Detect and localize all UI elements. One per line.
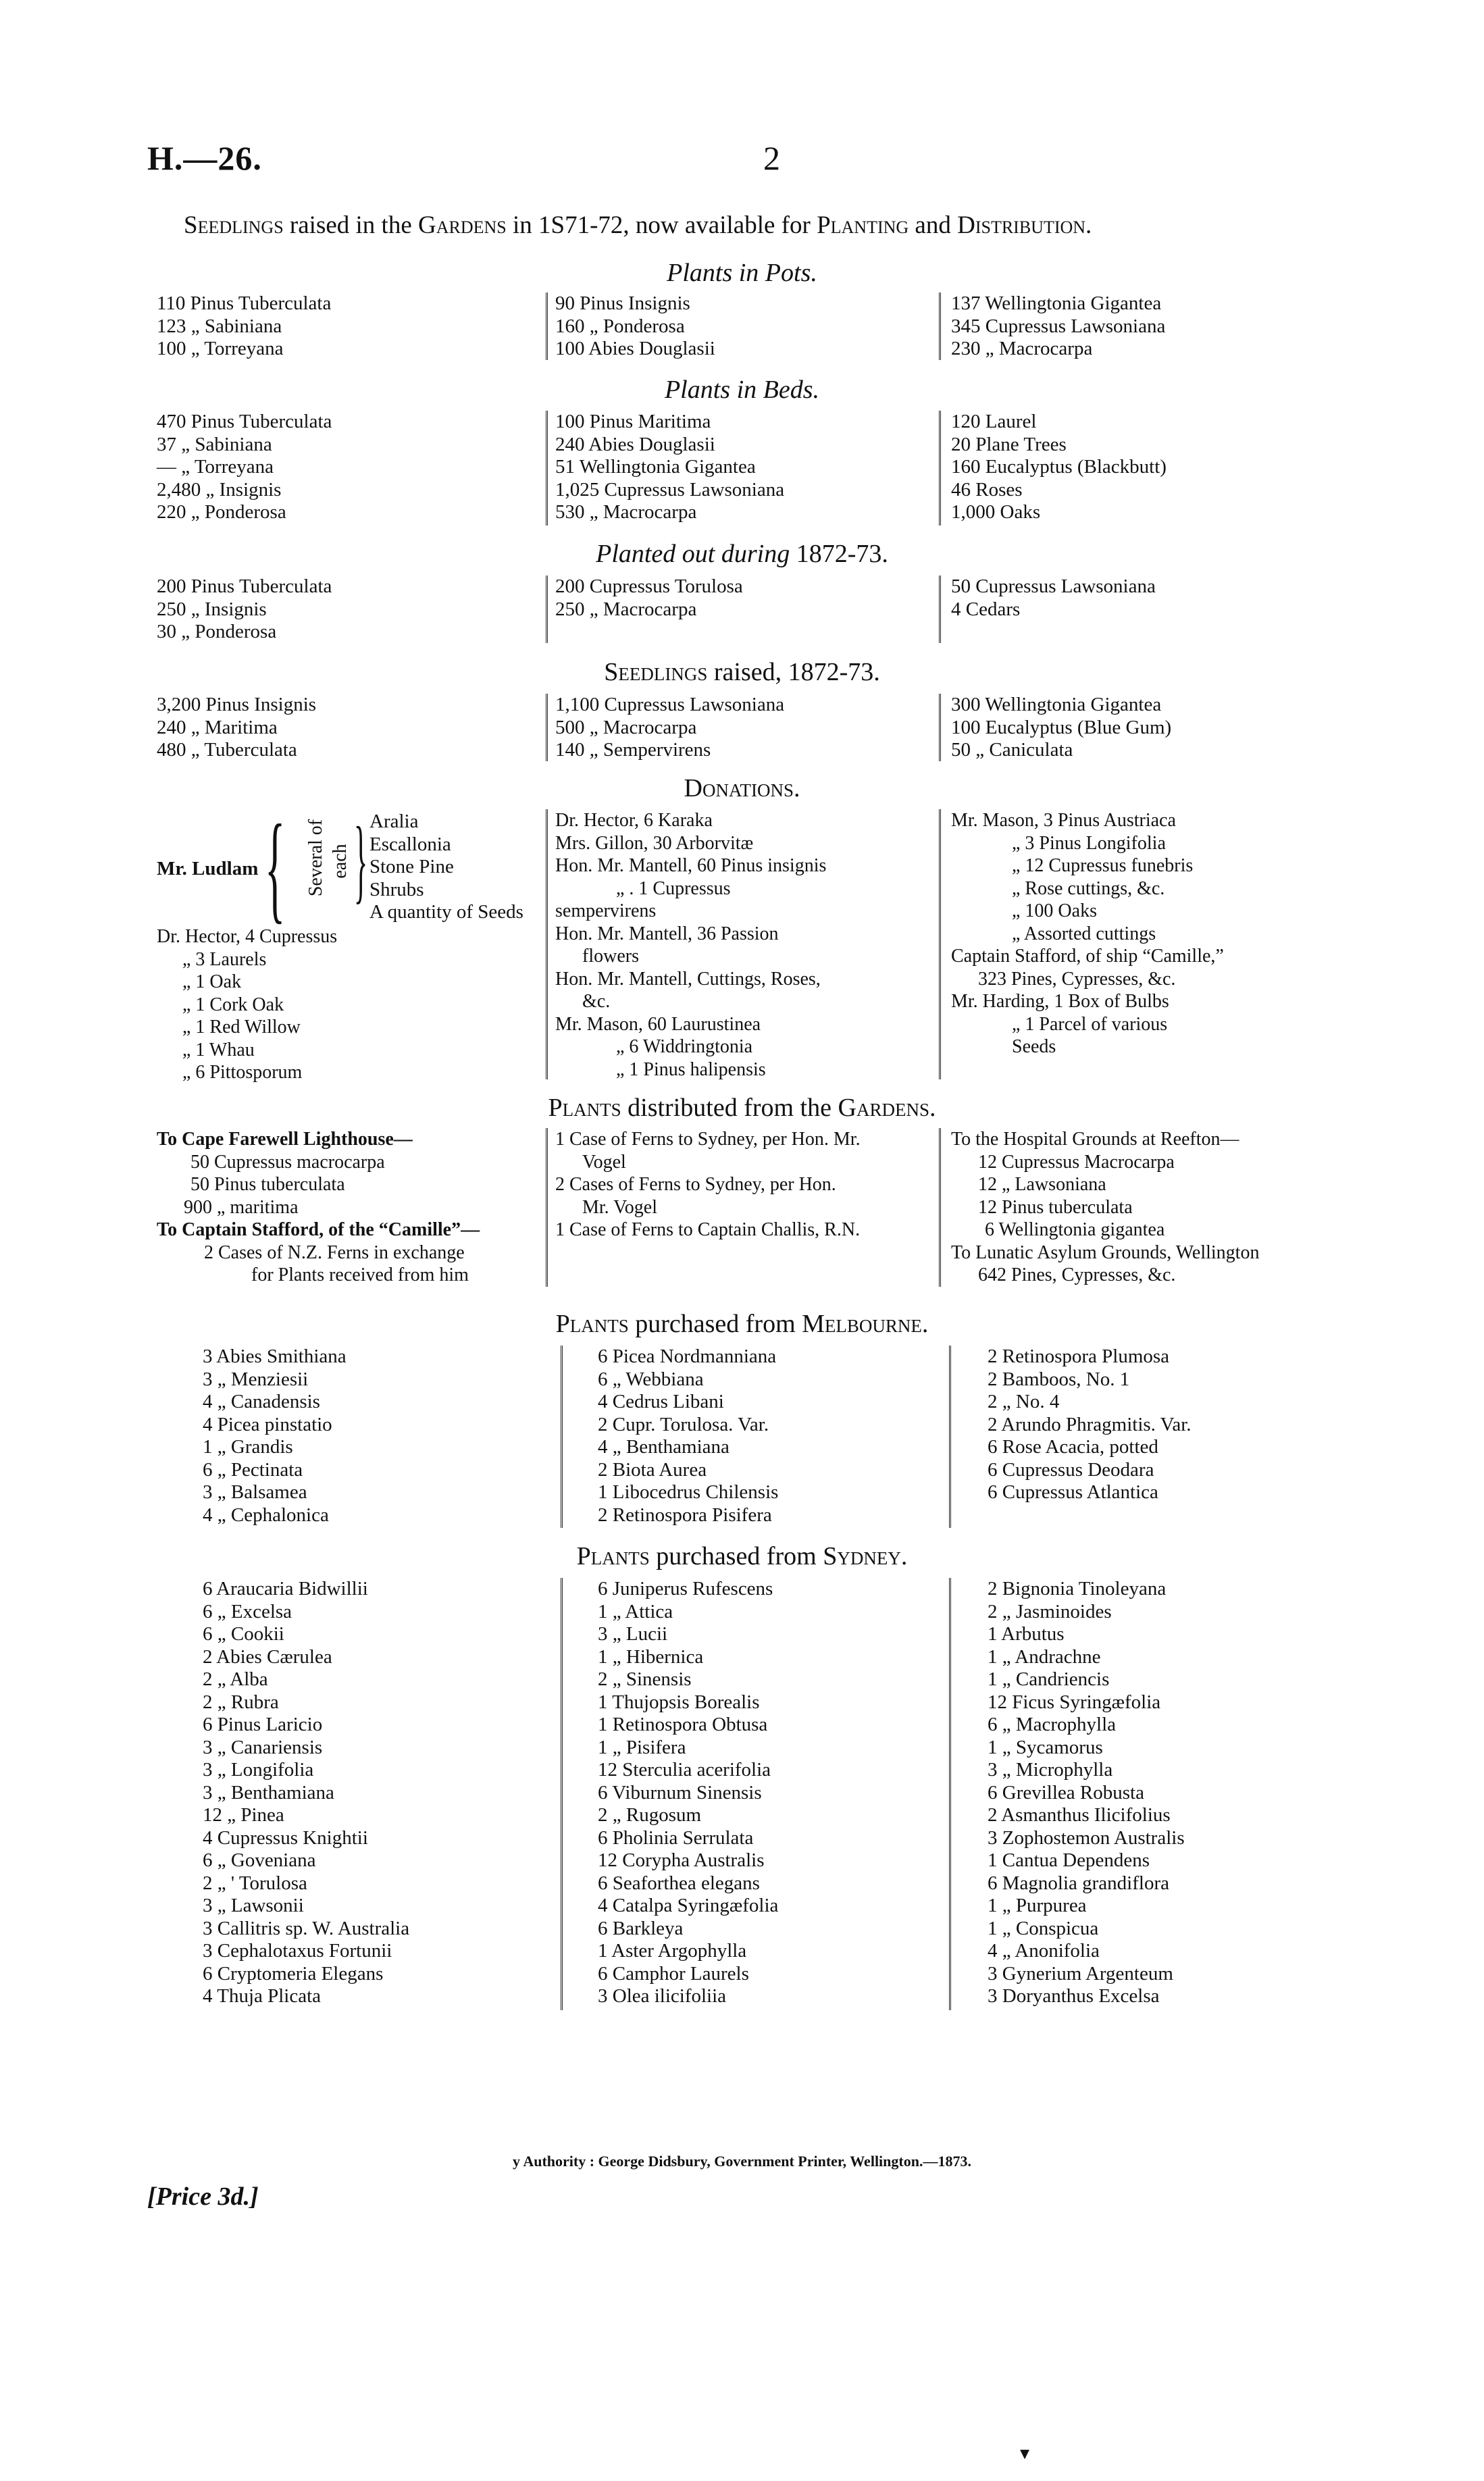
- heading-donations: Donations.: [684, 774, 800, 802]
- heading-plants-sydney: [0, 1541, 1484, 1571]
- heading-melb-city: Melbourne.: [802, 1310, 929, 1338]
- list-item: 137 Wellingtonia Gigantea: [951, 292, 1162, 314]
- list-item: 4 Cupressus Knightii: [203, 1826, 368, 1849]
- title-part-4: in 1S71-72, now available for: [506, 211, 817, 239]
- list-item: — „ Torreyana: [157, 456, 274, 478]
- list-item: 2 „ Rubra: [203, 1691, 279, 1713]
- column-rule: [939, 292, 941, 360]
- list-item: 3 Callitris sp. W. Australia: [203, 1917, 410, 1939]
- list-item: 12 Ficus Syringæfolia: [988, 1691, 1161, 1713]
- list-item: 642 Pines, Cypresses, &c.: [978, 1264, 1176, 1285]
- column-rule: [949, 1578, 951, 2010]
- list-item: 1 Retinospora Obtusa: [598, 1714, 768, 1735]
- list-item: 6 Araucaria Bidwillii: [203, 1578, 368, 1600]
- list-item: 2 Abies Cærulea: [203, 1645, 332, 1668]
- list-item: 1 „ Candriencis: [988, 1668, 1110, 1690]
- list-item: 2 Retinospora Pisifera: [598, 1504, 772, 1526]
- heading-planted-out-year: 1872-73.: [790, 540, 888, 568]
- printer-authority: y Authority : George Didsbury, Government Printer, Wellington.—1873.: [513, 2153, 971, 2170]
- list-item: 100 Abies Douglasii: [555, 338, 715, 359]
- heading-planted-out: [0, 539, 1484, 569]
- heading-dist-middle: distributed from the: [621, 1094, 838, 1122]
- list-item: 2 Asmanthus Ilicifolius: [988, 1804, 1171, 1826]
- list-item: 240 „ Maritima: [157, 716, 278, 738]
- list-item: 6 „ Excelsa: [203, 1600, 292, 1622]
- list-item: 100 „ Torreyana: [157, 338, 284, 359]
- planted-right-column: [951, 576, 1329, 621]
- list-item: 4 Cedrus Libani: [598, 1391, 724, 1412]
- heading-seedlings-raised: [0, 657, 1484, 687]
- list-item: 4 „ Canadensis: [203, 1391, 320, 1412]
- list-item: „ 6 Widdringtonia: [616, 1036, 753, 1057]
- list-item: 50 „ Caniculata: [951, 739, 1073, 761]
- sydney-middle-column: [598, 1578, 983, 2008]
- list-item: 3 Zophostemon Australis: [988, 1826, 1185, 1849]
- planted-left-column: [157, 576, 532, 644]
- list-item: 1 Case of Ferns to Captain Challis, R.N.: [555, 1219, 861, 1240]
- seedlings-left-column: [157, 694, 532, 762]
- heading-syd-city: Sydney.: [823, 1542, 908, 1570]
- title-planting: Planting: [817, 211, 909, 239]
- distributed-left-column: [157, 1128, 532, 1287]
- list-item: „ Assorted cuttings: [1012, 923, 1156, 944]
- pots-middle-column: [555, 292, 940, 361]
- list-item: 3 Cephalotaxus Fortunii: [203, 1940, 392, 1962]
- list-item: 250 „ Macrocarpa: [555, 598, 697, 620]
- list-item: 2,480 „ Insignis: [157, 478, 282, 501]
- list-item: „ 1 Red Willow: [182, 1017, 301, 1038]
- list-item: 46 Roses: [951, 478, 1023, 501]
- list-item: 2 Bignonia Tinoleyana: [988, 1578, 1167, 1600]
- list-item: 6 Barkleya: [598, 1917, 684, 1939]
- distributed-right-column: [951, 1128, 1329, 1287]
- page-mark-icon: ▾: [1020, 2443, 1030, 2464]
- list-item: 1 Arbutus: [988, 1623, 1065, 1645]
- heading-dist-gardens: Gardens.: [838, 1094, 936, 1122]
- column-rule: [546, 576, 548, 643]
- list-item: 2 Cupr. Torulosa. Var.: [598, 1413, 769, 1435]
- beds-right-column: [951, 411, 1329, 524]
- list-item: 12 „ Pinea: [203, 1804, 284, 1826]
- list-item: 4 Cedars: [951, 598, 1021, 620]
- melbourne-left-column: [203, 1346, 578, 1527]
- list-item: 37 „ Sabiniana: [157, 433, 272, 455]
- ludlam-donation: [157, 800, 548, 934]
- list-item: 1 Thujopsis Borealis: [598, 1691, 760, 1713]
- list-item: „ 1 Parcel of various: [1012, 1013, 1168, 1035]
- list-item: To Captain Stafford, of the “Camille”—: [157, 1219, 480, 1240]
- column-rule: [949, 1346, 951, 1528]
- list-item: 4 Catalpa Syringæfolia: [598, 1895, 779, 1916]
- list-item: Mr. Vogel: [582, 1196, 657, 1218]
- planted-middle-column: [555, 576, 940, 621]
- list-item: Mr. Harding, 1 Box of Bulbs: [951, 991, 1169, 1012]
- beds-left-column: [157, 411, 532, 524]
- list-item: Dr. Hector, 6 Karaka: [555, 810, 713, 831]
- list-item: 345 Cupressus Lawsoniana: [951, 315, 1166, 337]
- list-item: To Cape Farewell Lighthouse—: [157, 1129, 413, 1150]
- list-item: „ 6 Pittosporum: [182, 1062, 303, 1083]
- list-item: 1,000 Oaks: [951, 501, 1041, 523]
- heading-dist-plants: Plants: [548, 1094, 621, 1122]
- list-item: „ Rose cuttings, &c.: [1012, 877, 1165, 899]
- list-item: Shrubs: [369, 878, 424, 900]
- list-item: 300 Wellingtonia Gigantea: [951, 694, 1162, 715]
- list-item: 2 Retinospora Plumosa: [988, 1346, 1170, 1367]
- list-item: „ . 1 Cupressus: [616, 877, 731, 899]
- column-rule: [561, 1346, 563, 1528]
- hector-donations: [157, 925, 532, 1084]
- list-item: Stone Pine: [369, 856, 454, 877]
- column-rule: [939, 1128, 941, 1287]
- heading-plants-in-beds: Plants in Beds.: [664, 376, 820, 404]
- list-item: 12 Cupressus Macrocarpa: [978, 1151, 1175, 1173]
- column-rule: [546, 694, 548, 761]
- list-item: &c.: [582, 991, 611, 1012]
- list-item: Mrs. Gillon, 30 Arborvitæ: [555, 832, 754, 854]
- title-distribution: Distribution.: [957, 211, 1092, 239]
- list-item: 2 Cases of N.Z. Ferns in exchange: [204, 1242, 465, 1263]
- list-item: „ 1 Pinus halipensis: [616, 1058, 766, 1080]
- column-rule: [939, 694, 941, 761]
- heading-seedlings-rest: raised, 1872-73.: [707, 658, 880, 686]
- list-item: 2 „ ' Torulosa: [203, 1872, 307, 1894]
- list-item: 12 Pinus tuberculata: [978, 1196, 1133, 1218]
- heading-plants-in-pots: Plants in Pots.: [667, 259, 817, 287]
- list-item: 6 „ Goveniana: [203, 1849, 316, 1871]
- list-item: 1 „ Hibernica: [598, 1645, 704, 1668]
- distributed-middle-column: [555, 1128, 940, 1242]
- list-item: 3 Olea ilicifoliia: [598, 1985, 727, 2007]
- list-item: 140 „ Sempervirens: [555, 739, 711, 761]
- list-item: 1 „ Attica: [598, 1600, 673, 1622]
- list-item: 160 Eucalyptus (Blackbutt): [951, 456, 1167, 478]
- list-item: 2 Biota Aurea: [598, 1458, 707, 1481]
- list-item: 6 Pholinia Serrulata: [598, 1826, 754, 1849]
- column-rule: [939, 411, 941, 526]
- list-item: 4 „ Cephalonica: [203, 1504, 329, 1526]
- list-item: 4 Thuja Plicata: [203, 1985, 322, 2007]
- list-item: 50 Cupressus macrocarpa: [190, 1151, 385, 1173]
- list-item: Hon. Mr. Mantell, Cuttings, Roses,: [555, 968, 821, 990]
- list-item: flowers: [582, 946, 639, 967]
- several-label: Several of: [305, 819, 326, 897]
- list-item: 4 „ Anonifolia: [988, 1940, 1100, 1962]
- list-item: 110 Pinus Tuberculata: [157, 292, 332, 314]
- price-label: [Price 3d.]: [147, 2182, 259, 2211]
- list-item: „ 100 Oaks: [1012, 900, 1097, 921]
- heading-syd-plants: Plants: [576, 1542, 650, 1570]
- list-item: Hon. Mr. Mantell, 60 Pinus insignis: [555, 855, 827, 876]
- list-item: 6 „ Macrophylla: [988, 1714, 1117, 1735]
- list-item: 3,200 Pinus Insignis: [157, 694, 317, 715]
- heading-melb-middle: purchased from: [628, 1310, 802, 1338]
- list-item: 2 „ Sinensis: [598, 1668, 692, 1690]
- column-rule: [546, 1128, 548, 1287]
- list-item: 3 „ Benthamiana: [203, 1781, 334, 1804]
- list-item: 240 Abies Douglasii: [555, 433, 715, 455]
- list-item: 1 Case of Ferns to Sydney, per Hon. Mr.: [555, 1129, 861, 1150]
- list-item: To Lunatic Asylum Grounds, Wellington: [951, 1242, 1260, 1263]
- pots-left-column: [157, 292, 532, 361]
- list-item: 480 „ Tuberculata: [157, 739, 297, 761]
- column-rule: [939, 809, 941, 1079]
- list-item: 3 „ Balsamea: [203, 1481, 307, 1503]
- list-item: Mr. Mason, 3 Pinus Austriaca: [951, 810, 1176, 831]
- list-item: 3 Abies Smithiana: [203, 1346, 347, 1367]
- title-gardens: Gardens: [418, 211, 507, 239]
- seedlings-middle-column: [555, 694, 940, 762]
- list-item: 323 Pines, Cypresses, &c.: [978, 968, 1176, 990]
- column-rule: [561, 1578, 563, 2010]
- list-item: A quantity of Seeds: [369, 901, 523, 923]
- list-item: 2 „ No. 4: [988, 1391, 1060, 1412]
- list-item: Aralia: [369, 811, 419, 832]
- list-item: 12 Corypha Australis: [598, 1849, 765, 1871]
- list-item: 6 Wellingtonia gigantea: [985, 1219, 1165, 1240]
- list-item: „ 1 Cork Oak: [182, 994, 284, 1015]
- list-item: 1 Aster Argophylla: [598, 1940, 747, 1962]
- list-item: Seeds: [1012, 1036, 1056, 1057]
- list-item: 230 „ Macrocarpa: [951, 338, 1093, 359]
- list-item: „ 12 Cupressus funebris: [1012, 855, 1194, 876]
- list-item: 3 Gynerium Argenteum: [988, 1962, 1173, 1985]
- list-item: 160 „ Ponderosa: [555, 315, 685, 337]
- list-item: 3 „ Microphylla: [988, 1759, 1113, 1781]
- list-item: 2 Bamboos, No. 1: [988, 1368, 1130, 1390]
- list-item: 900 „ maritima: [184, 1196, 299, 1218]
- list-item: Dr. Hector, 4 Cupressus: [157, 926, 338, 947]
- list-item: 120 Laurel: [951, 411, 1037, 432]
- list-item: 1 „ Andrachne: [988, 1645, 1101, 1668]
- list-item: 470 Pinus Tuberculata: [157, 411, 332, 432]
- list-item: 6 „ Webbiana: [598, 1368, 704, 1390]
- list-item: 6 „ Pectinata: [203, 1458, 303, 1481]
- list-item: 6 Magnolia grandiflora: [988, 1872, 1169, 1894]
- list-item: 1 „ Conspicua: [988, 1917, 1099, 1939]
- page-number: 2: [763, 139, 780, 177]
- list-item: 6 Camphor Laurels: [598, 1962, 749, 1985]
- list-item: 1 „ Pisifera: [598, 1736, 686, 1758]
- list-item: 6 Seaforthea elegans: [598, 1872, 760, 1894]
- title-part-2: raised in the: [283, 211, 418, 239]
- list-item: 51 Wellingtonia Gigantea: [555, 456, 756, 478]
- list-item: „ 1 Oak: [182, 971, 242, 992]
- list-item: 2 „ Alba: [203, 1668, 268, 1690]
- list-item: 3 Doryanthus Excelsa: [988, 1985, 1160, 2007]
- heading-plants-distributed: [0, 1093, 1484, 1123]
- list-item: 50 Cupressus Lawsoniana: [951, 576, 1156, 597]
- list-item: „ 1 Whau: [182, 1039, 255, 1060]
- heading-seedlings-word: Seedlings: [604, 658, 708, 686]
- list-item: 30 „ Ponderosa: [157, 621, 277, 642]
- list-item: 200 Cupressus Torulosa: [555, 576, 743, 597]
- column-rule: [939, 576, 941, 643]
- document-reference: H.—26.: [147, 139, 262, 177]
- list-item: 3 „ Lawsonii: [203, 1895, 304, 1916]
- list-item: 6 Rose Acacia, potted: [988, 1436, 1158, 1458]
- list-item: 1 „ Grandis: [203, 1436, 293, 1458]
- list-item: Vogel: [582, 1151, 626, 1173]
- list-item: Captain Stafford, of ship “Camille,”: [951, 946, 1224, 967]
- donations-right-column: [951, 809, 1329, 1058]
- list-item: sempervirens: [555, 900, 657, 921]
- donations-middle-column: [555, 809, 940, 1081]
- list-item: 2 „ Rugosum: [598, 1804, 702, 1826]
- sydney-right-column: [988, 1578, 1366, 2008]
- list-item: 1,100 Cupressus Lawsoniana: [555, 694, 785, 715]
- title-seedlings: Seedlings: [184, 211, 284, 239]
- heading-plants-melbourne: [0, 1309, 1484, 1339]
- list-item: 2 „ Jasminoides: [988, 1600, 1112, 1622]
- list-item: 3 „ Lucii: [598, 1623, 668, 1645]
- list-item: 4 Picea pinstatio: [203, 1413, 332, 1435]
- list-item: 6 Cryptomeria Elegans: [203, 1962, 384, 1985]
- list-item: 3 „ Menziesii: [203, 1368, 309, 1390]
- list-item: 6 Viburnum Sinensis: [598, 1781, 762, 1804]
- list-item: Mr. Mason, 60 Laurustinea: [555, 1013, 761, 1035]
- melbourne-middle-column: [598, 1346, 983, 1527]
- ludlam-items: [369, 811, 523, 924]
- list-item: 6 Cupressus Atlantica: [988, 1481, 1158, 1503]
- list-item: 100 Eucalyptus (Blue Gum): [951, 716, 1172, 738]
- list-item: 220 „ Ponderosa: [157, 501, 286, 523]
- melbourne-right-column: [988, 1346, 1366, 1504]
- list-item: 12 „ Lawsoniana: [978, 1174, 1106, 1195]
- heading-melb-plants: Plants: [555, 1310, 629, 1338]
- list-item: 90 Pinus Insignis: [555, 292, 690, 314]
- list-item: 2 Cases of Ferns to Sydney, per Hon.: [555, 1174, 836, 1195]
- list-item: 4 „ Benthamiana: [598, 1436, 730, 1458]
- list-item: 3 „ Longifolia: [203, 1759, 314, 1781]
- list-item: „ 3 Laurels: [182, 948, 267, 970]
- heading-planted-out-text: Planted out during: [596, 540, 790, 568]
- list-item: 6 „ Cookii: [203, 1623, 284, 1645]
- title-part-6: and: [909, 211, 958, 239]
- seedlings-right-column: [951, 694, 1329, 762]
- list-item: 12 Sterculia acerifolia: [598, 1759, 771, 1781]
- list-item: 1 Cantua Dependens: [988, 1849, 1150, 1871]
- pots-right-column: [951, 292, 1329, 361]
- list-item: 6 Pinus Laricio: [203, 1714, 323, 1735]
- list-item: for Plants received from him: [251, 1264, 469, 1285]
- list-item: 20 Plane Trees: [951, 433, 1067, 455]
- list-item: 1 Libocedrus Chilensis: [598, 1481, 779, 1503]
- list-item: 3 „ Canariensis: [203, 1736, 323, 1758]
- left-brace-icon: {: [265, 800, 286, 934]
- list-item: 530 „ Macrocarpa: [555, 501, 697, 523]
- each-label: each: [330, 844, 351, 879]
- list-item: 100 Pinus Maritima: [555, 411, 711, 432]
- heading-syd-middle: purchased from: [649, 1542, 823, 1570]
- column-rule: [546, 292, 548, 360]
- list-item: 1 „ Purpurea: [988, 1895, 1087, 1916]
- list-item: 2 Arundo Phragmitis. Var.: [988, 1413, 1192, 1435]
- list-item: 6 Juniperus Rufescens: [598, 1578, 773, 1600]
- right-brace-icon: }: [354, 808, 368, 913]
- list-item: 6 Cupressus Deodara: [988, 1458, 1154, 1481]
- list-item: 6 Picea Nordmanniana: [598, 1346, 777, 1367]
- column-rule: [546, 809, 548, 1079]
- sydney-left-column: [203, 1578, 578, 2008]
- list-item: Escallonia: [369, 833, 451, 855]
- beds-middle-column: [555, 411, 940, 524]
- list-item: 123 „ Sabiniana: [157, 315, 282, 337]
- list-item: 1 „ Sycamorus: [988, 1736, 1103, 1758]
- list-item: 50 Pinus tuberculata: [190, 1174, 345, 1195]
- list-item: To the Hospital Grounds at Reefton—: [951, 1129, 1239, 1150]
- list-item: Hon. Mr. Mantell, 36 Passion: [555, 923, 779, 944]
- list-item: 250 „ Insignis: [157, 598, 267, 620]
- main-title: [184, 211, 1092, 240]
- list-item: 200 Pinus Tuberculata: [157, 576, 332, 597]
- donor-name: Mr. Ludlam: [157, 858, 259, 879]
- column-rule: [546, 411, 548, 526]
- list-item: 500 „ Macrocarpa: [555, 716, 697, 738]
- list-item: 1,025 Cupressus Lawsoniana: [555, 478, 785, 501]
- list-item: 6 Grevillea Robusta: [988, 1781, 1144, 1804]
- list-item: „ 3 Pinus Longifolia: [1012, 832, 1166, 854]
